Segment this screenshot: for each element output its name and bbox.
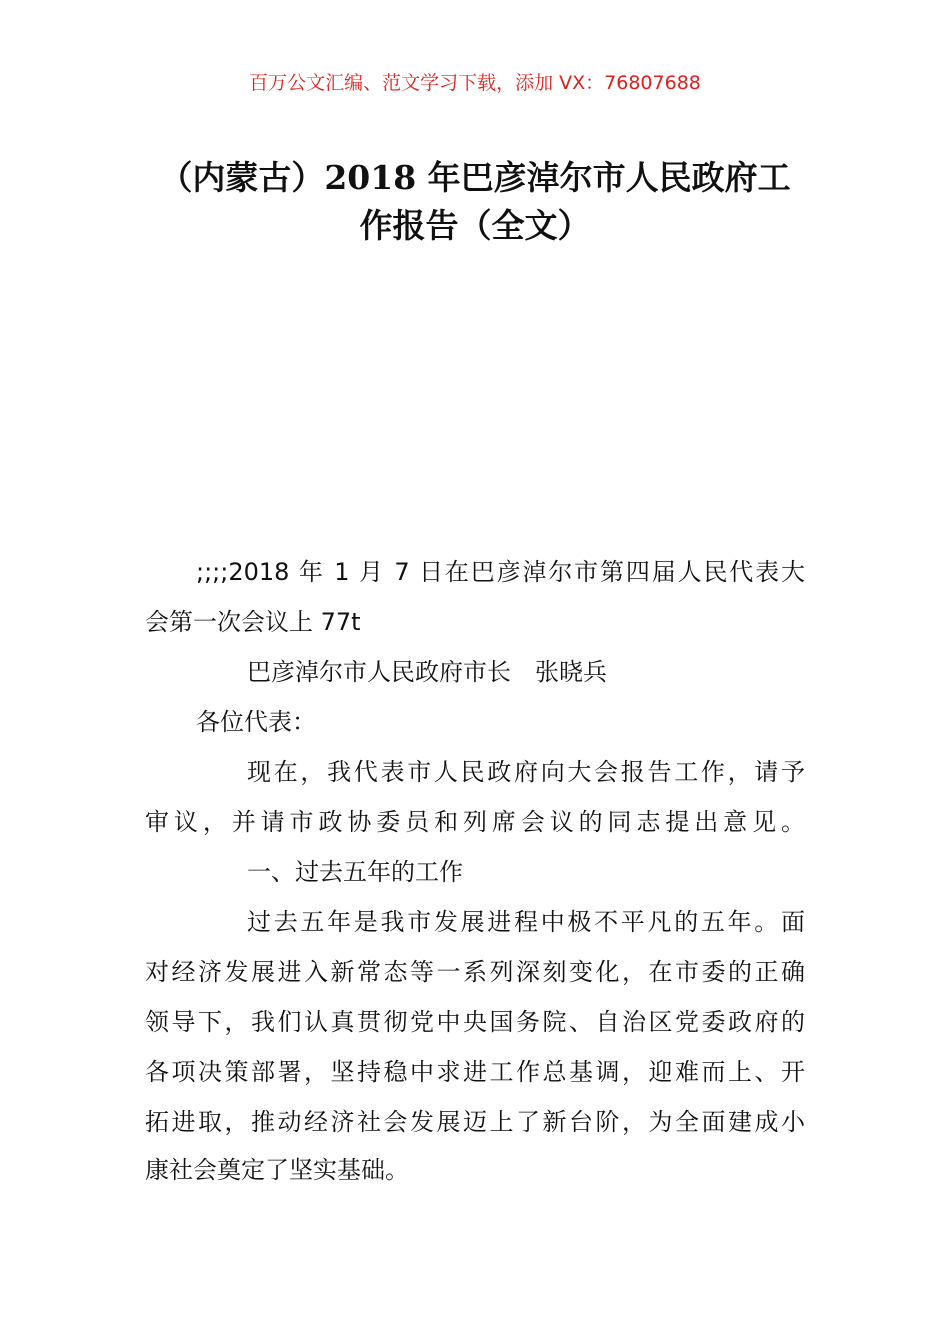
body-line: ;;;;2018 年 1 月 7 日在巴彦淖尔市第四届人民代表大 (196, 558, 805, 586)
document-title-line-1: （内蒙古）2018 年巴彦淖尔市人民政府工 (159, 158, 791, 197)
promo-header: 百万公文汇编、范文学习下载，添加 VX：76807688 (249, 72, 701, 94)
body-line: 审议，并请市政协委员和列席会议的同志提出意见。 (145, 808, 805, 836)
body-line: 会第一次会议上 77t (145, 608, 361, 636)
body-line: 各项决策部署，坚持稳中求进工作总基调，迎难而上、开 (145, 1058, 805, 1086)
body-line: 现在，我代表市人民政府向大会报告工作，请予 (247, 758, 805, 786)
speaker-line: 巴彦淖尔市人民政府市长 张晓兵 (247, 658, 607, 686)
body-line: 过去五年是我市发展进程中极不平凡的五年。面 (247, 908, 805, 936)
body-line: 康社会奠定了坚实基础。 (145, 1156, 409, 1184)
body-line: 拓进取，推动经济社会发展迈上了新台阶，为全面建成小 (145, 1108, 805, 1136)
document-title-line-2: 作报告（全文） (359, 206, 591, 245)
section-heading: 一、过去五年的工作 (247, 858, 463, 886)
body-line: 领导下，我们认真贯彻党中央国务院、自治区党委政府的 (145, 1008, 805, 1036)
salutation: 各位代表： (196, 708, 316, 736)
body-line: 对经济发展进入新常态等一系列深刻变化，在市委的正确 (145, 958, 805, 986)
